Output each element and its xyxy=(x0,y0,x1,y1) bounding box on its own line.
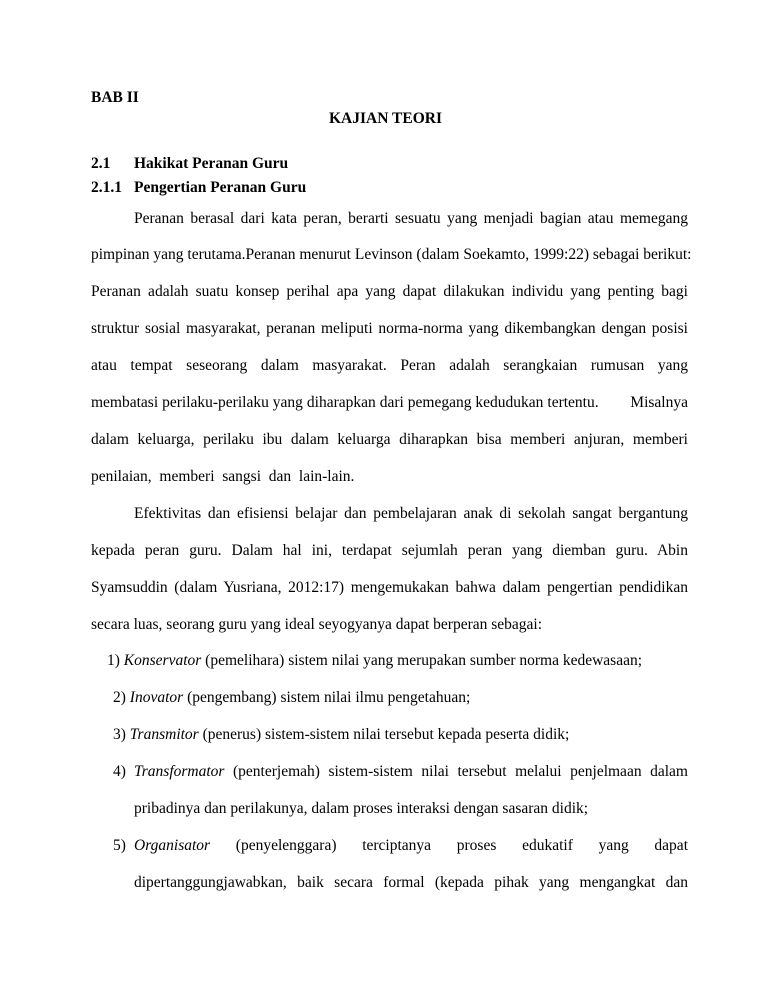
paragraph-line: atau tempat seseorang dalam masyarakat. Peran adalah serangkaian rumusan yang xyxy=(91,357,688,374)
paragraph-line: Peranan berasal dari kata peran, berarti sesuatu yang menjadi bagian atau memegang xyxy=(134,210,688,227)
list-number: 2) xyxy=(113,689,126,706)
section-title: Hakikat Peranan Guru xyxy=(134,155,289,172)
paragraph-line: penilaian, memberi sangsi dan lain-lain. xyxy=(91,468,355,485)
list-text: (penterjemah) sistem-sistem nilai tersebut melalui penjelmaan dalam xyxy=(224,763,688,780)
paragraph-line: Peranan adalah suatu konsep perihal apa yang dapat dilakukan individu yang penting bagi xyxy=(91,283,688,300)
list-text: (penyelenggara) terciptanya proses edukatif yang dapat xyxy=(210,837,688,854)
paragraph-line: struktur sosial masyarakat, peranan meliputi norma-norma yang dikembangkan dengan posisi xyxy=(91,320,688,337)
list-item xyxy=(113,689,470,707)
list-term: Konservator xyxy=(123,652,202,669)
paragraph-line: secara luas, seorang guru yang ideal seyogyanya dapat berperan sebagai: xyxy=(91,616,543,633)
list-number: 1) xyxy=(107,652,120,669)
paragraph-line: Efektivitas dan efisiensi belajar dan pembelajaran anak di sekolah sangat bergantung xyxy=(134,505,688,522)
paragraph-line: Syamsuddin (dalam Yusriana, 2012:17) mengemukakan bahwa dalam pengertian pendidikan xyxy=(91,579,688,596)
list-term: Transmitor xyxy=(129,726,199,743)
chapter-title: KAJIAN TEORI xyxy=(329,110,442,127)
list-item-continuation: dipertanggungjawabkan, baik secara formal (kepada pihak yang mengangkat dan xyxy=(134,874,688,891)
list-item-number xyxy=(113,763,126,781)
list-number: 4) xyxy=(113,763,126,780)
paragraph-line: kepada peran guru. Dalam hal ini, terdapat sejumlah peran yang diemban guru. Abin xyxy=(91,542,688,559)
list-item-number xyxy=(113,837,126,855)
list-number: 3) xyxy=(113,726,126,743)
paragraph-line: dalam keluarga, perilaku ibu dalam keluarga diharapkan bisa memberi anjuran, memberi xyxy=(91,431,688,448)
subsection-title: Pengertian Peranan Guru xyxy=(134,179,307,196)
list-term: Inovator xyxy=(129,689,184,706)
list-text: (penerus) sistem-sistem nilai tersebut kepada peserta didik; xyxy=(198,726,570,743)
list-item xyxy=(107,652,642,670)
chapter-label: BAB II xyxy=(91,89,139,106)
list-number: 5) xyxy=(113,837,126,854)
subsection-number: 2.1.1 xyxy=(91,179,122,196)
list-item xyxy=(113,726,569,744)
list-item xyxy=(134,763,688,781)
list-item xyxy=(134,837,688,855)
list-term: Transformator xyxy=(134,763,225,780)
paragraph-line: membatasi perilaku-perilaku yang diharapkan dari pemegang kedudukan tertentu. Misalnya xyxy=(91,394,688,411)
list-text: (pemelihara) sistem nilai yang merupakan sumber norma kedewasaan; xyxy=(201,652,643,669)
list-text: (pengembang) sistem nilai ilmu pengetahuan; xyxy=(183,689,471,706)
list-term: Organisator xyxy=(134,837,211,854)
section-number: 2.1 xyxy=(91,155,111,172)
paragraph-line: pimpinan yang terutama.Peranan menurut Levinson (dalam Soekamto, 1999:22) sebagai berikut: xyxy=(91,246,692,263)
list-item-continuation: pribadinya dan perilakunya, dalam proses interaksi dengan sasaran didik; xyxy=(134,800,589,817)
